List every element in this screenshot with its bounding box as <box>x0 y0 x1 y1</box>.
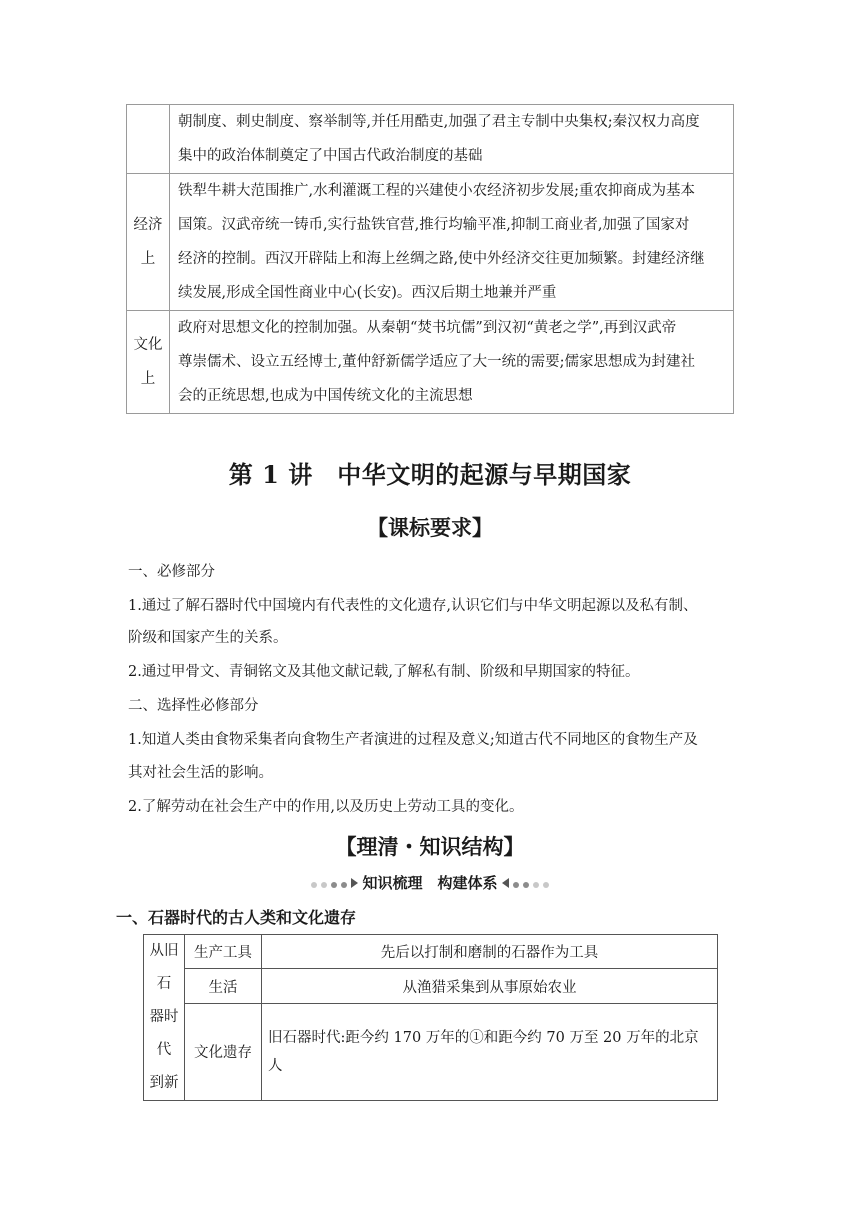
culture-cell: 政府对思想文化的控制加强。从秦朝“焚书坑儒”到汉初“黄老之学”,再到汉武帝 尊崇儒术、设立五经博士,董仲舒新儒学适应了大一统的需要;儒家思想成为封建社 会的正统思想,也成为中国传统文化的主流思想 <box>170 311 734 414</box>
category-life: 生活 <box>185 969 262 1003</box>
arrow-left-icon <box>502 878 509 888</box>
dynasty-summary-table <box>126 104 734 414</box>
table-row <box>127 174 734 311</box>
banner-text: 知识梳理 构建体系 <box>362 874 498 892</box>
part2-heading: 二、选择性必修部分 <box>128 698 259 714</box>
part2-item1-line2: 其对社会生活的影响。 <box>128 765 273 781</box>
table-row <box>144 1003 718 1100</box>
stone-age-table <box>143 934 718 1101</box>
section-banner <box>0 872 860 894</box>
left-dots-decoration <box>309 873 349 892</box>
category-tools: 生产工具 <box>185 935 262 969</box>
category-cultural-remains: 文化遗存 <box>185 1003 262 1100</box>
part1-item1-line1: 1.通过了解石器时代中国境内有代表性的文化遗存,认识它们与中华文明起源以及私有制、 <box>128 598 698 614</box>
knowledge-structure-heading: 【理清・知识结构】 <box>335 834 525 859</box>
part1-item1-line2: 阶级和国家产生的关系。 <box>128 630 288 646</box>
lecture-title: 第 1 讲 中华文明的起源与早期国家 <box>228 460 632 489</box>
subsection-title: 一、石器时代的古人类和文化遗存 <box>116 908 357 927</box>
content-tools: 先后以打制和磨制的石器作为工具 <box>262 935 718 969</box>
curriculum-heading: 【课标要求】 <box>367 515 493 540</box>
part2-item2: 2.了解劳动在社会生产中的作用,以及历史上劳动工具的变化。 <box>128 799 524 815</box>
period-label-cell: 从旧 石 器时 代 到新 <box>144 935 185 1101</box>
part1-heading: 一、必修部分 <box>128 564 215 580</box>
economy-cell: 铁犁牛耕大范围推广,水利灌溉工程的兴建使小农经济初步发展;重农抑商成为基本 国策。汉武帝统一铸币,实行盐铁官营,推行均输平准,抑制工商业者,加强了国家对 经济的控制。西汉开辟陆上和海上丝绸之路,使中外经济交往更加频繁。封建经济继 续发展,形成全国性商业中心(长安)。西汉后期土地兼并严重 <box>170 174 734 311</box>
table-row <box>127 311 734 414</box>
row-label-economy: 经济 上 <box>127 174 170 311</box>
table-row <box>144 969 718 1003</box>
content-life: 从渔猎采集到从事原始农业 <box>262 969 718 1003</box>
table-row <box>127 105 734 174</box>
right-dots-decoration <box>511 873 551 892</box>
table-row <box>144 935 718 969</box>
part2-item1-line1: 1.知道人类由食物采集者向食物生产者演进的过程及意义;知道古代不同地区的食物生产及 <box>128 732 698 748</box>
row-label-culture: 文化 上 <box>127 311 170 414</box>
content-cultural-remains: 旧石器时代:距今约 170 万年的①和距今约 70 万至 20 万年的北京 人 <box>262 1003 718 1100</box>
row-label-empty <box>127 105 170 174</box>
arrow-right-icon <box>351 878 358 888</box>
politics-cell: 朝制度、刺史制度、察举制等,并任用酷吏,加强了君主专制中央集权;秦汉权力高度 集中的政治体制奠定了中国古代政治制度的基础 <box>170 105 734 174</box>
part1-item2: 2.通过甲骨文、青铜铭文及其他文献记载,了解私有制、阶级和早期国家的特征。 <box>128 664 640 680</box>
